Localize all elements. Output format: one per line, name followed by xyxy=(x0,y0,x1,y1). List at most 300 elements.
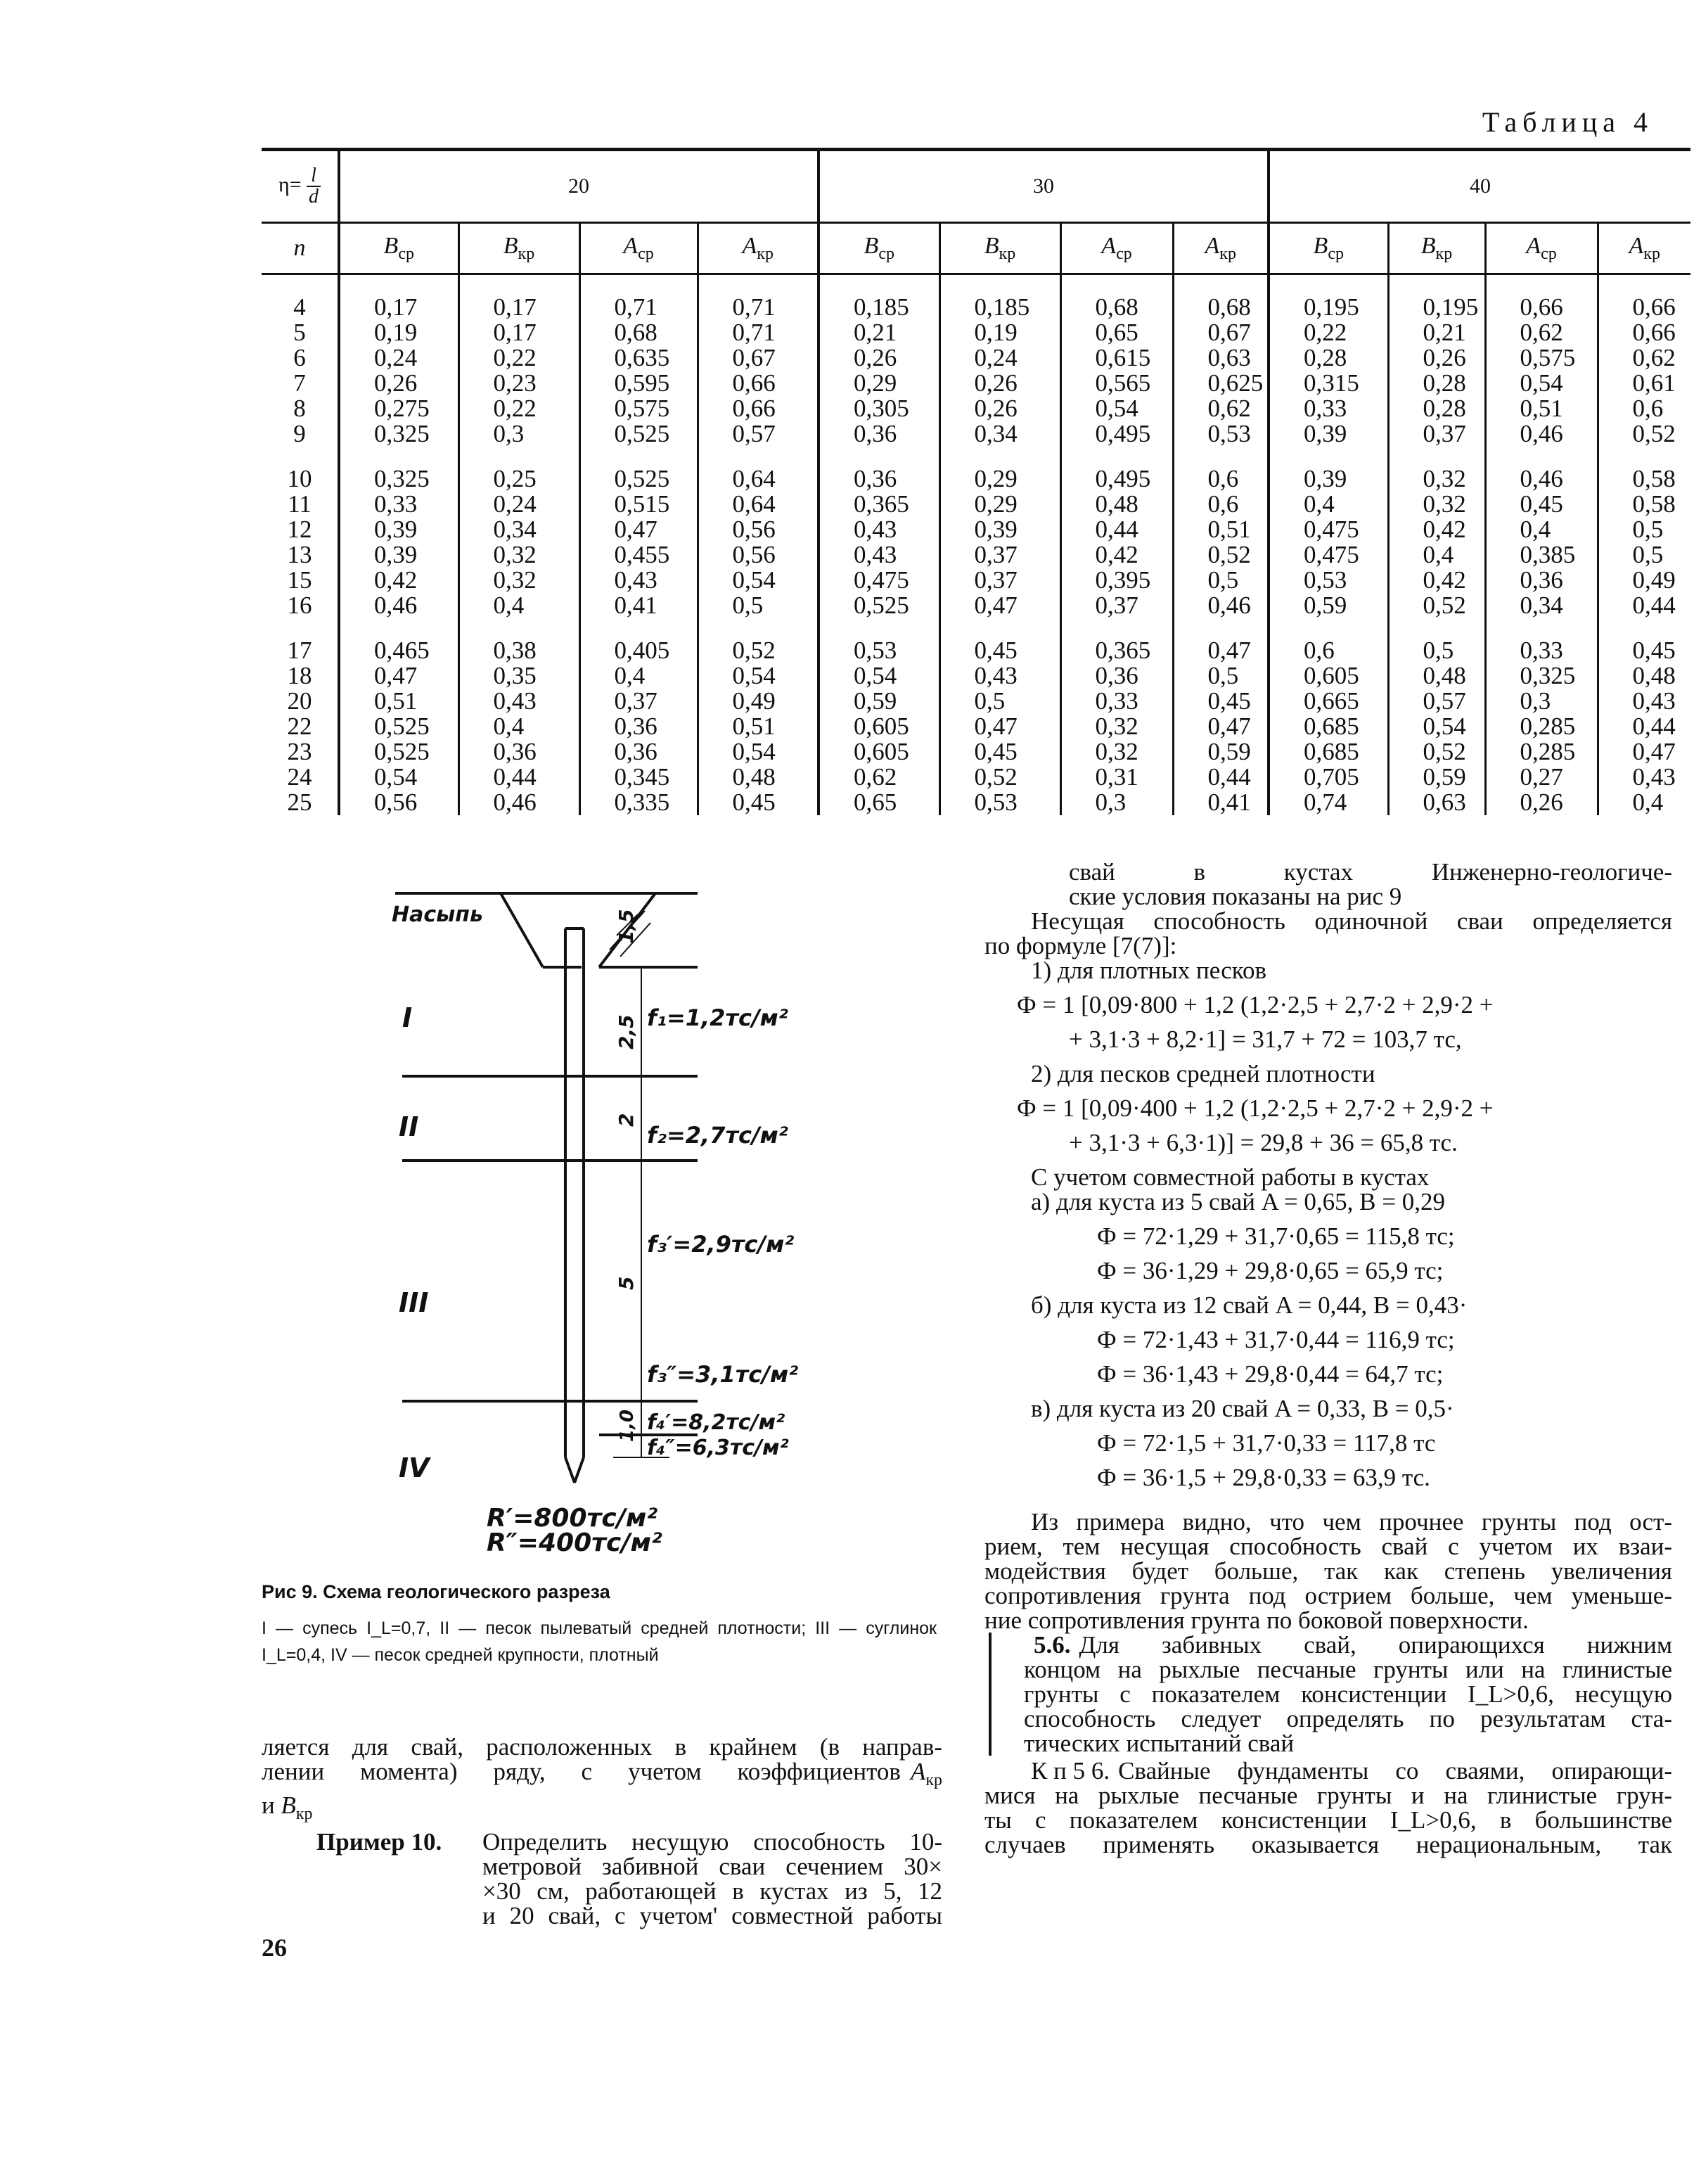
symbol-a: A xyxy=(910,1758,926,1785)
table-cell: 0,45 xyxy=(939,638,1060,663)
subheader-col-2: $B_{кр}$ xyxy=(458,223,579,274)
table-cell: 0,46 xyxy=(1485,466,1598,492)
table-cell: 0,525 xyxy=(819,593,939,618)
coefficient-table-grid xyxy=(262,148,1690,815)
table-cell: 0,52 xyxy=(1173,542,1269,568)
subheader-col-10: $B_{кр}$ xyxy=(1388,223,1485,274)
table-cell: 0,61 xyxy=(1598,371,1690,396)
text-line: ние сопротивления грунта по боковой поверхности. xyxy=(984,1607,1529,1634)
figure-caption: Рис 9. Схема геологического разреза xyxy=(262,1581,610,1602)
equation-1b: + 3,1·3 + 8,2·1] = 31,7 + 72 = 103,7 тс, xyxy=(1069,1026,1462,1053)
row-n-cell: 22 xyxy=(287,713,312,740)
table-cell: 0,21 xyxy=(819,320,939,345)
table-cell: 0,53 xyxy=(819,638,939,663)
table-cell: 0,65 xyxy=(819,790,939,815)
table-cell: 0,19 xyxy=(339,320,458,345)
table-cell: 0,66 xyxy=(698,396,819,421)
subheader-col-9: $B_{ср}$ xyxy=(1269,223,1388,274)
text-line: ты с показателем консистенции I_L>0,6, в большинстве xyxy=(984,1806,1672,1834)
row-n-cell: 12 xyxy=(287,516,312,543)
table-cell: 0,33 xyxy=(1485,638,1598,663)
table-cell: 0,46 xyxy=(339,593,458,618)
table-cell: 0,52 xyxy=(1388,739,1485,765)
right-line-1: свай в кустах Инженерно-геологиче- xyxy=(1069,858,1672,886)
row-n-cell: 8 xyxy=(293,395,306,422)
paragraph-k-5-6-line-1: Свайные фундаменты со сваями, опирающи- xyxy=(1118,1757,1672,1784)
example-text xyxy=(471,1829,942,1928)
table-cell: 0,54 xyxy=(698,739,819,765)
table-cell: 0,22 xyxy=(458,396,579,421)
group-header-40: 40 xyxy=(1269,151,1690,223)
table-row xyxy=(262,517,1690,542)
group-header-30: 30 xyxy=(819,151,1269,223)
group-header-20: 20 xyxy=(339,151,819,223)
paragraph-5-6-body xyxy=(1024,1633,1672,1756)
table-cell: 0,44 xyxy=(458,765,579,790)
geological-section-drawing xyxy=(262,872,965,1554)
layer-label-1: I xyxy=(402,1002,413,1033)
table-cell: 0,395 xyxy=(1060,568,1173,593)
layer-label-3: III xyxy=(399,1287,429,1318)
table-cell: 0,48 xyxy=(698,765,819,790)
table-cell: 0,66 xyxy=(698,371,819,396)
table-cell: 0,6 xyxy=(1598,396,1690,421)
table-cell: 0,65 xyxy=(1060,320,1173,345)
table-cell: 0,54 xyxy=(339,765,458,790)
table-cell: 0,54 xyxy=(1060,396,1173,421)
table-cell: 0,47 xyxy=(1173,638,1269,663)
table-cell: 0,595 xyxy=(579,371,698,396)
table-cell: 0,39 xyxy=(1269,466,1388,492)
table-cell: 0,58 xyxy=(1598,492,1690,517)
table-cell: 0,53 xyxy=(939,790,1060,815)
table-cell: 0,31 xyxy=(1060,765,1173,790)
table-cell: 0,525 xyxy=(579,466,698,492)
table-cell: 0,21 xyxy=(1388,320,1485,345)
row-n-cell: 24 xyxy=(287,763,312,791)
table-cell: 0,455 xyxy=(579,542,698,568)
table-cell: 0,34 xyxy=(1485,593,1598,618)
table-cell: 0,325 xyxy=(339,466,458,492)
table-cell: 0,47 xyxy=(1598,739,1690,765)
table-header-row-eta xyxy=(262,151,1690,223)
table-cell: 0,47 xyxy=(579,517,698,542)
depth-layer-2: 2 xyxy=(615,1113,638,1127)
layer-label-2: II xyxy=(399,1111,419,1142)
table-cell: 0,36 xyxy=(819,421,939,447)
equation-8: Ф = 36·1,5 + 29,8·0,33 = 63,9 тс. xyxy=(1097,1464,1430,1491)
table-cell: 0,57 xyxy=(698,421,819,447)
paragraph-5-6-lines xyxy=(1024,1657,1672,1756)
depth-layer-3: 5 xyxy=(615,1276,638,1290)
table-cell: 0,47 xyxy=(939,714,1060,739)
table-cell: 0,4 xyxy=(1598,790,1690,815)
left-line-2-text: лении момента) ряду, с учетом коэффициентов xyxy=(262,1758,901,1785)
table-cell: 0,405 xyxy=(579,638,698,663)
table-cell: 0,24 xyxy=(339,345,458,371)
table-cell: 0,575 xyxy=(1485,345,1598,371)
table-cell: 0,17 xyxy=(339,295,458,320)
table-cell: 0,365 xyxy=(819,492,939,517)
text-line: грунты с показателем консистенции I_L>0,6, несущую xyxy=(1024,1680,1672,1708)
right-line-2: ские условия показаны на рис 9 xyxy=(1069,883,1402,910)
table-cell: 0,5 xyxy=(1598,517,1690,542)
eta-fraction xyxy=(307,166,321,207)
row-n-cell: 5 xyxy=(293,319,306,346)
subheader-col-1: $B_{ср}$ xyxy=(339,223,458,274)
row-n-cell: 4 xyxy=(293,293,306,321)
table-cell: 0,51 xyxy=(1485,396,1598,421)
table-cell: 0,38 xyxy=(458,638,579,663)
table-cell: 0,365 xyxy=(1060,638,1173,663)
symbol-a-sub: кр xyxy=(925,1771,942,1789)
table-cell: 0,24 xyxy=(939,345,1060,371)
right-line-7: С учетом совместной работы в кустах xyxy=(1031,1163,1430,1191)
table-cell: 0,53 xyxy=(1173,421,1269,447)
table-cell: 0,335 xyxy=(579,790,698,815)
table-cell: 0,33 xyxy=(1269,396,1388,421)
table-cell: 0,195 xyxy=(1388,295,1485,320)
row-n-cell: 25 xyxy=(287,788,312,816)
paragraph-5-6-first-line xyxy=(1024,1633,1672,1657)
table-cell: 0,66 xyxy=(1485,295,1598,320)
table-cell: 0,43 xyxy=(819,517,939,542)
table-cell: 0,3 xyxy=(1060,790,1173,815)
table-cell: 0,36 xyxy=(1060,663,1173,689)
table-cell: 0,51 xyxy=(698,714,819,739)
table-cell: 0,34 xyxy=(939,421,1060,447)
table-cell: 0,59 xyxy=(1388,765,1485,790)
table-cell: 0,525 xyxy=(579,421,698,447)
row-n-cell: 23 xyxy=(287,738,312,765)
page-number: 26 xyxy=(262,1934,287,1962)
paragraph-5-6 xyxy=(984,1633,1672,1756)
table-cell: 0,32 xyxy=(458,568,579,593)
table-cell: 0,53 xyxy=(1269,568,1388,593)
right-line-10: в) для куста из 20 свай A = 0,33, B = 0,5· xyxy=(1031,1395,1454,1422)
table-cell: 0,47 xyxy=(1173,714,1269,739)
subheader-col-8: $A_{кр}$ xyxy=(1173,223,1269,274)
table-cell: 0,54 xyxy=(819,663,939,689)
table-cell: 0,59 xyxy=(1269,593,1388,618)
geological-section-figure xyxy=(262,872,965,1554)
table-cell: 0,74 xyxy=(1269,790,1388,815)
table-row xyxy=(262,593,1690,618)
table-cell: 0,36 xyxy=(579,714,698,739)
table-cell: 0,685 xyxy=(1269,739,1388,765)
example-label: Пример 10. xyxy=(316,1828,442,1856)
table-row xyxy=(262,295,1690,320)
example-line-2: метровой забивной сваи сечением 30× xyxy=(482,1853,942,1880)
table-cell: 0,62 xyxy=(819,765,939,790)
table-cell: 0,17 xyxy=(458,295,579,320)
table-cell: 0,5 xyxy=(1173,663,1269,689)
text-line: сопротивления грунта под острием больше, чем уменьше- xyxy=(984,1582,1672,1609)
table-cell: 0,66 xyxy=(1598,295,1690,320)
right-line-8: а) для куста из 5 свай A = 0,65, B = 0,29 xyxy=(1031,1188,1445,1215)
table-cell: 0,385 xyxy=(1485,542,1598,568)
resistance-r2: R″=400тс/м² xyxy=(487,1528,662,1554)
subheader-col-4: $A_{кр}$ xyxy=(698,223,819,274)
table-cell: 0,43 xyxy=(819,542,939,568)
friction-f3a: f₃′=2,9тс/м² xyxy=(647,1231,795,1258)
table-cell: 0,48 xyxy=(1598,663,1690,689)
table-cell: 0,29 xyxy=(819,371,939,396)
table-cell: 0,44 xyxy=(1173,765,1269,790)
subheader-col-5: $B_{ср}$ xyxy=(819,223,939,274)
table-cell: 0,39 xyxy=(939,517,1060,542)
table-cell: 0,325 xyxy=(1485,663,1598,689)
friction-f2: f₂=2,7тс/м² xyxy=(647,1122,788,1149)
text-line: рием, тем несущая способность свай с учетом их взаи- xyxy=(984,1533,1672,1560)
table-cell: 0,27 xyxy=(1485,765,1598,790)
table-cell: 0,39 xyxy=(1269,421,1388,447)
table-caption: Таблица 4 xyxy=(1482,106,1653,138)
table-cell: 0,26 xyxy=(339,371,458,396)
table-cell: 0,43 xyxy=(458,689,579,714)
equation-5: Ф = 72·1,43 + 31,7·0,44 = 116,9 тс; xyxy=(1097,1326,1455,1353)
eta-denominator: d xyxy=(309,186,319,207)
table-cell: 0,64 xyxy=(698,492,819,517)
table-row xyxy=(262,663,1690,689)
table-cell: 0,615 xyxy=(1060,345,1173,371)
table-row xyxy=(262,345,1690,371)
text-line: случаев применять оказывается нерациональным, так xyxy=(984,1831,1672,1858)
table-cell: 0,67 xyxy=(698,345,819,371)
table-cell: 0,26 xyxy=(939,396,1060,421)
text-line: тических испытаний свай xyxy=(1024,1730,1295,1757)
table-row xyxy=(262,638,1690,663)
table-cell: 0,45 xyxy=(1173,689,1269,714)
table-cell: 0,23 xyxy=(458,371,579,396)
table-cell: 0,475 xyxy=(1269,542,1388,568)
left-line-1: ляется для свай, расположенных в крайнем (в направ- xyxy=(262,1733,942,1761)
table-cell: 0,62 xyxy=(1173,396,1269,421)
table-cell: 0,66 xyxy=(1598,320,1690,345)
table-cell: 0,48 xyxy=(1388,663,1485,689)
table-cell: 0,68 xyxy=(579,320,698,345)
table-cell: 0,41 xyxy=(579,593,698,618)
table-cell: 0,32 xyxy=(458,542,579,568)
row-n-cell: 6 xyxy=(293,344,306,371)
table-cell: 0,665 xyxy=(1269,689,1388,714)
table-cell: 0,71 xyxy=(698,320,819,345)
table-cell: 0,67 xyxy=(1173,320,1269,345)
clause-number-5-6: 5.6. xyxy=(1034,1631,1071,1659)
depth-fill: 1,5 xyxy=(615,909,638,944)
table-cell: 0,47 xyxy=(339,663,458,689)
table-row xyxy=(262,542,1690,568)
friction-f4b: f₄″=6,3тс/м² xyxy=(647,1436,789,1460)
table-cell: 0,59 xyxy=(1173,739,1269,765)
table-cell: 0,4 xyxy=(458,593,579,618)
table-cell: 0,46 xyxy=(458,790,579,815)
row-n-cell: 10 xyxy=(287,465,312,492)
table-cell: 0,71 xyxy=(579,295,698,320)
table-cell: 0,62 xyxy=(1485,320,1598,345)
table-cell: 0,4 xyxy=(458,714,579,739)
table-cell: 0,605 xyxy=(1269,663,1388,689)
table-cell: 0,36 xyxy=(819,466,939,492)
table-cell: 0,4 xyxy=(1388,542,1485,568)
eta-header xyxy=(262,151,339,223)
right-line-3: Несущая способность одиночной сваи определяется xyxy=(1031,907,1672,935)
table-cell: 0,47 xyxy=(939,593,1060,618)
table-cell: 0,52 xyxy=(939,765,1060,790)
friction-f3b: f₃″=3,1тс/м² xyxy=(647,1361,799,1388)
table-row xyxy=(262,371,1690,396)
table-row xyxy=(262,689,1690,714)
left-line-3-text: и xyxy=(262,1792,275,1819)
table-cell: 0,25 xyxy=(458,466,579,492)
table-cell: 0,42 xyxy=(339,568,458,593)
table-cell: 0,52 xyxy=(1388,593,1485,618)
table-cell: 0,4 xyxy=(1485,517,1598,542)
table-cell: 0,45 xyxy=(698,790,819,815)
table-cell: 0,495 xyxy=(1060,421,1173,447)
table-cell: 0,36 xyxy=(1485,568,1598,593)
table-cell: 0,285 xyxy=(1485,739,1598,765)
table-cell: 0,44 xyxy=(1598,593,1690,618)
paragraph-conclusion xyxy=(984,1509,1672,1633)
text-line: способность следует определять по результатам ста- xyxy=(1024,1705,1672,1732)
table-cell: 0,4 xyxy=(579,663,698,689)
paragraph-k-5-6 xyxy=(984,1758,1672,1857)
table-cell: 0,57 xyxy=(1388,689,1485,714)
friction-f1: f₁=1,2тс/м² xyxy=(647,1004,788,1031)
text-line: концом на рыхлые песчаные грунты или на глинистые xyxy=(1024,1656,1672,1683)
table-cell: 0,32 xyxy=(1388,492,1485,517)
equation-7: Ф = 72·1,5 + 31,7·0,33 = 117,8 тс xyxy=(1097,1429,1436,1457)
table-cell: 0,54 xyxy=(1388,714,1485,739)
text-line: мися на рыхлые песчаные грунты и на глинистые грун- xyxy=(984,1782,1672,1809)
table-cell: 0,575 xyxy=(579,396,698,421)
table-cell: 0,43 xyxy=(939,663,1060,689)
table-cell: 0,495 xyxy=(1060,466,1173,492)
table-cell: 0,605 xyxy=(819,714,939,739)
table-cell: 0,5 xyxy=(1598,542,1690,568)
table-cell: 0,3 xyxy=(1485,689,1598,714)
table-cell: 0,62 xyxy=(1598,345,1690,371)
table-cell: 0,26 xyxy=(1485,790,1598,815)
table-cell: 0,19 xyxy=(939,320,1060,345)
table-cell: 0,45 xyxy=(939,739,1060,765)
table-header-row-coefficients xyxy=(262,223,1690,274)
table-cell: 0,28 xyxy=(1388,371,1485,396)
resistance-r1: R′=800тс/м² xyxy=(487,1504,658,1533)
table-cell: 0,51 xyxy=(1173,517,1269,542)
row-n-cell: 20 xyxy=(287,687,312,715)
table-cell: 0,5 xyxy=(698,593,819,618)
table-cell: 0,515 xyxy=(579,492,698,517)
table-cell: 0,37 xyxy=(1060,593,1173,618)
table-cell: 0,68 xyxy=(1060,295,1173,320)
table-cell: 0,475 xyxy=(1269,517,1388,542)
table-cell: 0,525 xyxy=(339,739,458,765)
equation-1a: Ф = 1 [0,09·800 + 1,2 (1,2·2,5 + 2,7·2 + 2,9·2 + xyxy=(1017,991,1494,1018)
text-line: модействия будет больше, так как степень увеличения xyxy=(984,1557,1672,1585)
symbol-b-sub: кр xyxy=(295,1805,313,1823)
table-row xyxy=(262,320,1690,345)
table-cell: 0,305 xyxy=(819,396,939,421)
friction-f4a: f₄′=8,2тс/м² xyxy=(647,1410,785,1435)
table-row xyxy=(262,492,1690,517)
table-cell: 0,32 xyxy=(1060,739,1173,765)
table-cell: 0,605 xyxy=(819,739,939,765)
equation-3: Ф = 72·1,29 + 31,7·0,65 = 115,8 тс; xyxy=(1097,1222,1455,1250)
table-cell: 0,275 xyxy=(339,396,458,421)
table-row xyxy=(262,765,1690,790)
table-cell: 0,54 xyxy=(698,568,819,593)
table-cell: 0,51 xyxy=(339,689,458,714)
table-cell: 0,685 xyxy=(1269,714,1388,739)
row-n-cell: 7 xyxy=(293,369,306,397)
table-cell: 0,48 xyxy=(1060,492,1173,517)
table-cell: 0,705 xyxy=(1269,765,1388,790)
table-cell: 0,6 xyxy=(1173,492,1269,517)
equation-2b: + 3,1·3 + 6,3·1)] = 29,8 + 36 = 65,8 тс. xyxy=(1069,1129,1458,1156)
table-cell: 0,635 xyxy=(579,345,698,371)
table-cell: 0,36 xyxy=(579,739,698,765)
table-cell: 0,41 xyxy=(1173,790,1269,815)
left-line-2 xyxy=(262,1759,942,1793)
table-cell: 0,37 xyxy=(579,689,698,714)
table-cell: 0,26 xyxy=(819,345,939,371)
fill-label: Насыпь xyxy=(392,902,483,927)
n-header: n xyxy=(262,223,339,274)
clause-ref-k-5-6: К п 5 6. xyxy=(1031,1757,1110,1784)
example-line-3: ×30 см, работающей в кустах из 5, 12 xyxy=(482,1877,942,1905)
row-n-cell: 16 xyxy=(287,592,312,619)
table-cell: 0,28 xyxy=(1388,396,1485,421)
table-cell: 0,5 xyxy=(1173,568,1269,593)
eta-label: η= xyxy=(278,172,302,196)
eta-numerator: l xyxy=(307,166,321,187)
table-cell: 0,29 xyxy=(939,492,1060,517)
table-cell: 0,4 xyxy=(1269,492,1388,517)
table-cell: 0,46 xyxy=(1173,593,1269,618)
equation-6: Ф = 36·1,43 + 29,8·0,44 = 64,7 тс; xyxy=(1097,1360,1444,1388)
table-cell: 0,45 xyxy=(1485,492,1598,517)
depth-layer-1: 2,5 xyxy=(615,1014,638,1049)
table-cell: 0,43 xyxy=(579,568,698,593)
paragraph-5-6-line-1: Для забивных свай, опирающихся нижним xyxy=(1079,1631,1672,1659)
table-row xyxy=(262,790,1690,815)
table-cell: 0,465 xyxy=(339,638,458,663)
table-cell: 0,26 xyxy=(1388,345,1485,371)
table-cell: 0,39 xyxy=(339,517,458,542)
table-cell: 0,49 xyxy=(698,689,819,714)
table-cell: 0,44 xyxy=(1598,714,1690,739)
table-cell: 0,44 xyxy=(1060,517,1173,542)
row-n-cell: 11 xyxy=(288,490,312,518)
subheader-col-3: $A_{ср}$ xyxy=(579,223,698,274)
row-n-cell: 15 xyxy=(287,566,312,594)
table-cell: 0,54 xyxy=(698,663,819,689)
table-cell: 0,525 xyxy=(339,714,458,739)
table-cell: 0,63 xyxy=(1173,345,1269,371)
table-cell: 0,195 xyxy=(1269,295,1388,320)
table-cell: 0,54 xyxy=(1485,371,1598,396)
layer-label-4: IV xyxy=(399,1452,430,1483)
table-cell: 0,29 xyxy=(939,466,1060,492)
subheader-col-11: $A_{ср}$ xyxy=(1485,223,1598,274)
table-cell: 0,5 xyxy=(939,689,1060,714)
table-cell: 0,56 xyxy=(698,542,819,568)
subheader-col-6: $B_{кр}$ xyxy=(939,223,1060,274)
row-n-cell: 18 xyxy=(287,662,312,689)
table-cell: 0,3 xyxy=(458,421,579,447)
